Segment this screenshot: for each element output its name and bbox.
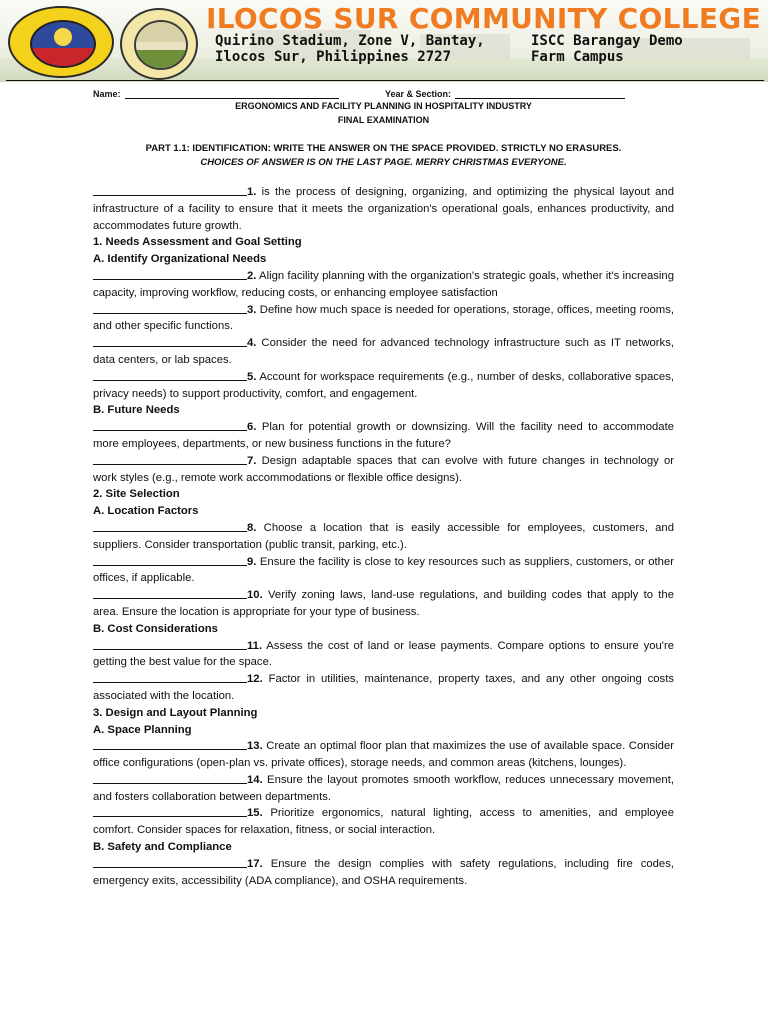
address-line-2: Ilocos Sur, Philippines 2727 [215, 49, 452, 65]
question-text: Define how much space is needed for operations, storage, offices, meeting rooms, and other specific functions. [93, 303, 674, 333]
question-text: is the process of designing, organizing, and optimizing the physical layout and infrastructure of a facility to ensure that it meets the organization's operational goals, enhances productivity, and accommodates future growth. [93, 186, 674, 232]
section-heading: 1. Needs Assessment and Goal Setting [93, 236, 302, 249]
section-heading: A. Space Planning [93, 723, 192, 736]
question-number: 15. [247, 807, 263, 820]
section-heading: A. Identify Organizational Needs [93, 253, 267, 266]
question-item [93, 268, 674, 302]
campus-line-2: Farm Campus [531, 49, 624, 65]
question-number: 9. [247, 555, 257, 568]
question-text: Ensure the design complies with safety regulations, including fire codes, emergency exits, accessibility (ADA compliance), and OSHA requirements. [93, 857, 674, 887]
question-number: 17. [247, 857, 263, 870]
answer-blank[interactable] [93, 554, 247, 566]
name-label: Name: [93, 89, 121, 99]
question-number: 11. [247, 639, 263, 652]
year-section-label: Year & Section: [385, 89, 452, 99]
name-blank-line[interactable] [125, 89, 339, 99]
question-number: 8. [247, 521, 257, 534]
part-note: CHOICES OF ANSWER IS ON THE LAST PAGE. MERRY CHRISTMAS EVERYONE. [200, 157, 567, 168]
college-name: ILOCOS SUR COMMUNITY COLLEGE [206, 2, 762, 35]
name-field [93, 89, 339, 99]
question-text: Consider the need for advanced technology infrastructure such as IT networks, data centers, or lab spaces. [93, 337, 674, 366]
college-seal-logo [120, 8, 198, 80]
question-text: Factor in utilities, maintenance, property taxes, and any other ongoing costs associated with the location. [93, 673, 674, 702]
answer-blank[interactable] [93, 302, 247, 314]
question-item [93, 419, 674, 453]
section-heading: A. Location Factors [93, 505, 199, 518]
question-list [93, 184, 674, 889]
question-number: 3. [247, 303, 257, 316]
question-number: 2. [247, 269, 257, 282]
question-number: 10. [247, 589, 263, 602]
answer-blank[interactable] [93, 671, 247, 683]
question-text: Prioritize ergonomics, natural lighting, access to amenities, and employee comfort. Consider spaces for relaxation, fitness, or social interaction. [93, 807, 674, 837]
question-text: Ensure the layout promotes smooth workflow, reduces unnecessary movement, and fosters collaboration between departments. [93, 773, 674, 803]
part-instructions: PART 1.1: IDENTIFICATION: WRITE THE ANSWER ON THE SPACE PROVIDED. STRICTLY NO ERASURES. [145, 143, 622, 154]
question-item [93, 335, 674, 369]
question-item [93, 520, 674, 554]
question-text: Design adaptable spaces that can evolve with future changes in technology or work styles (e.g., remote work accommodations or flexible office designs). [93, 454, 674, 484]
question-item [93, 772, 674, 806]
question-number: 14. [247, 773, 263, 786]
answer-blank[interactable] [93, 419, 247, 431]
section-heading: B. Cost Considerations [93, 622, 218, 635]
question-text: Ensure the facility is close to key resources such as suppliers, customers, or other offices, if applicable. [93, 555, 674, 585]
question-item [93, 856, 674, 890]
answer-blank[interactable] [93, 453, 247, 465]
answer-blank[interactable] [93, 335, 247, 347]
question-number: 1. [247, 186, 257, 198]
section-heading: 2. Site Selection [93, 488, 180, 501]
question-item [93, 184, 674, 234]
question-item [93, 554, 674, 588]
answer-blank[interactable] [93, 772, 247, 784]
section-heading: 3. Design and Layout Planning [93, 706, 258, 719]
question-item [93, 302, 674, 336]
question-number: 4. [247, 337, 257, 350]
question-item [93, 738, 674, 772]
question-number: 6. [247, 421, 257, 434]
question-item [93, 671, 674, 705]
answer-blank[interactable] [93, 738, 247, 750]
question-text: Verify zoning laws, land-use regulations, and building codes that apply to the area. Ensure the location is appropriate for your type of business. [93, 589, 674, 618]
answer-blank[interactable] [93, 856, 247, 868]
question-number: 5. [247, 370, 257, 383]
question-item [93, 369, 674, 403]
answer-blank[interactable] [93, 268, 247, 280]
province-seal-logo [8, 6, 114, 78]
year-section-field [385, 89, 625, 99]
question-item [93, 453, 674, 487]
question-text: Assess the cost of land or lease payments. Compare options to ensure you're getting the best value for the space. [93, 639, 674, 669]
answer-blank[interactable] [93, 369, 247, 381]
header-divider [6, 80, 764, 81]
subject-title: ERGONOMICS AND FACILITY PLANNING IN HOSPITALITY INDUSTRY [235, 101, 532, 111]
letterhead [0, 0, 768, 82]
question-number: 12. [247, 673, 263, 686]
answer-blank[interactable] [93, 184, 247, 196]
question-text: Choose a location that is easily accessible for employees, customers, and suppliers. Consider transportation (public transit, parking, etc.). [93, 521, 674, 551]
college-address [215, 33, 485, 65]
question-item [93, 805, 674, 839]
question-number: 13. [247, 740, 263, 753]
question-item [93, 638, 674, 672]
campus-name [531, 33, 683, 65]
student-info-row [93, 89, 674, 101]
exam-title: FINAL EXAMINATION [337, 115, 430, 125]
answer-blank[interactable] [93, 805, 247, 817]
address-line-1: Quirino Stadium, Zone V, Bantay, [215, 33, 485, 49]
answer-blank[interactable] [93, 638, 247, 650]
question-item [93, 587, 674, 621]
campus-line-1: ISCC Barangay Demo [531, 33, 683, 49]
section-heading: B. Future Needs [93, 404, 180, 417]
question-number: 7. [247, 454, 257, 467]
question-text: Create an optimal floor plan that maximizes the use of available space. Consider office configurations (open-plan vs. private offices), storage needs, and common areas (kitchens, lounges). [93, 740, 674, 770]
year-section-blank-line[interactable] [455, 89, 625, 99]
question-text: Plan for potential growth or downsizing. Will the facility need to accommodate more employees, departments, or new business functions in the future? [93, 421, 674, 450]
section-heading: B. Safety and Compliance [93, 841, 232, 854]
question-text: Account for workspace requirements (e.g., number of desks, collaborative spaces, privacy needs) to support productivity, comfort, and engagement. [93, 370, 674, 400]
question-text: Align facility planning with the organization's strategic goals, whether it's increasing capacity, improving workflow, reducing costs, or enhancing employee satisfaction [93, 269, 674, 299]
answer-blank[interactable] [93, 587, 247, 599]
answer-blank[interactable] [93, 520, 247, 532]
